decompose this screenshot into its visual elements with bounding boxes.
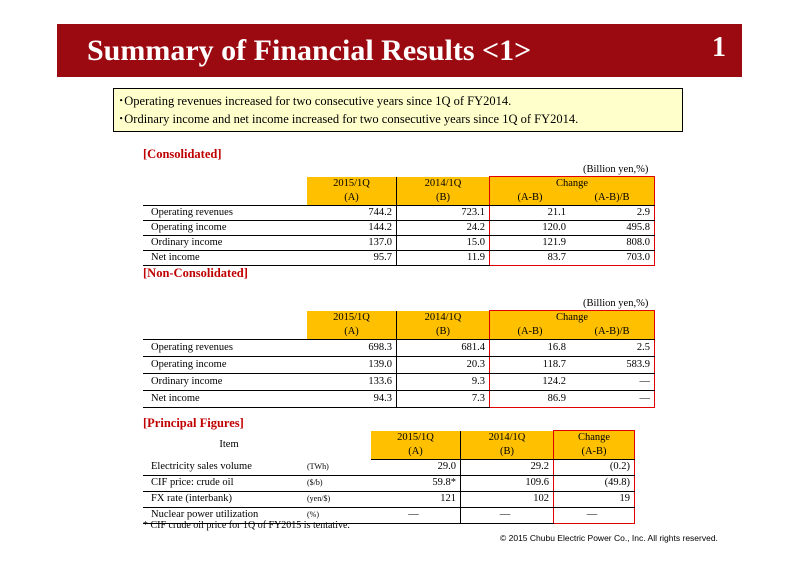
consolidated-heading: [Consolidated] bbox=[143, 147, 222, 161]
page-number: 1 bbox=[712, 32, 726, 63]
table-row: Ordinary income 133.6 9.3 124.2 ― bbox=[143, 374, 655, 391]
col-b-sub: (B) bbox=[397, 191, 490, 206]
col-a-header: 2015/1Q bbox=[371, 431, 461, 446]
page-title: Summary of Financial Results <1> bbox=[87, 34, 532, 67]
col-a-sub: (A) bbox=[307, 191, 397, 206]
table-row: FX rate (interbank) (yen/$) 121 102 19 bbox=[143, 491, 635, 507]
col-a-header: 2015/1Q bbox=[307, 311, 397, 326]
table-row: CIF price: crude oil ($/b) 59.8* 109.6 (49.8) bbox=[143, 475, 635, 491]
table-row: Operating revenues 744.2 723.1 21.1 2.9 bbox=[143, 206, 655, 221]
principal-table bbox=[143, 430, 635, 524]
change-sub-diff: (A-B) bbox=[490, 325, 571, 340]
col-a-sub: (A) bbox=[371, 445, 461, 460]
col-b-header: 2014/1Q bbox=[397, 311, 490, 326]
non-consolidated-heading: [Non-Consolidated] bbox=[143, 266, 248, 280]
item-header: Item bbox=[143, 431, 307, 460]
col-b-sub: (B) bbox=[461, 445, 554, 460]
col-b-sub: (B) bbox=[397, 325, 490, 340]
table-row: Net income 95.7 11.9 83.7 703.0 bbox=[143, 251, 655, 266]
consolidated-table bbox=[143, 176, 655, 266]
principal-heading: [Principal Figures] bbox=[143, 416, 244, 430]
change-header: Change bbox=[490, 311, 655, 326]
change-sub-pct: (A-B)/B bbox=[570, 325, 655, 340]
table-row: Electricity sales volume (TWh) 29.0 29.2 (0.2) bbox=[143, 460, 635, 476]
footnote: * CIF crude oil price for 1Q of FY2015 is tentative. bbox=[143, 520, 350, 531]
non-consolidated-unit: (Billion yen,%) bbox=[583, 298, 649, 309]
change-header: Change bbox=[490, 177, 655, 192]
change-sub-diff: (A-B) bbox=[490, 191, 571, 206]
col-b-header: 2014/1Q bbox=[397, 177, 490, 192]
table-row: Nuclear power utilization (%) ― ― ― bbox=[143, 507, 635, 523]
col-b-header: 2014/1Q bbox=[461, 431, 554, 446]
table-row: Operating revenues 698.3 681.4 16.8 2.5 bbox=[143, 340, 655, 357]
summary-box bbox=[113, 88, 683, 132]
col-a-sub: (A) bbox=[307, 325, 397, 340]
change-sub-pct: (A-B)/B bbox=[570, 191, 655, 206]
consolidated-unit: (Billion yen,%) bbox=[583, 164, 649, 175]
change-sub-diff: (A-B) bbox=[554, 445, 635, 460]
summary-line-1: ･Operating revenues increased for two consecutive years since 1Q of FY2014. bbox=[118, 94, 512, 108]
title-bar bbox=[57, 24, 742, 77]
copyright: © 2015 Chubu Electric Power Co., Inc. All rights reserved. bbox=[500, 533, 718, 543]
table-row: Net income 94.3 7.3 86.9 ― bbox=[143, 391, 655, 408]
change-header: Change bbox=[554, 431, 635, 446]
col-a-header: 2015/1Q bbox=[307, 177, 397, 192]
table-row: Ordinary income 137.0 15.0 121.9 808.0 bbox=[143, 236, 655, 251]
non-consolidated-table bbox=[143, 310, 655, 408]
table-row: Operating income 144.2 24.2 120.0 495.8 bbox=[143, 221, 655, 236]
table-row: Operating income 139.0 20.3 118.7 583.9 bbox=[143, 357, 655, 374]
summary-line-2: ･Ordinary income and net income increased for two consecutive years since 1Q of FY2014. bbox=[118, 112, 579, 126]
